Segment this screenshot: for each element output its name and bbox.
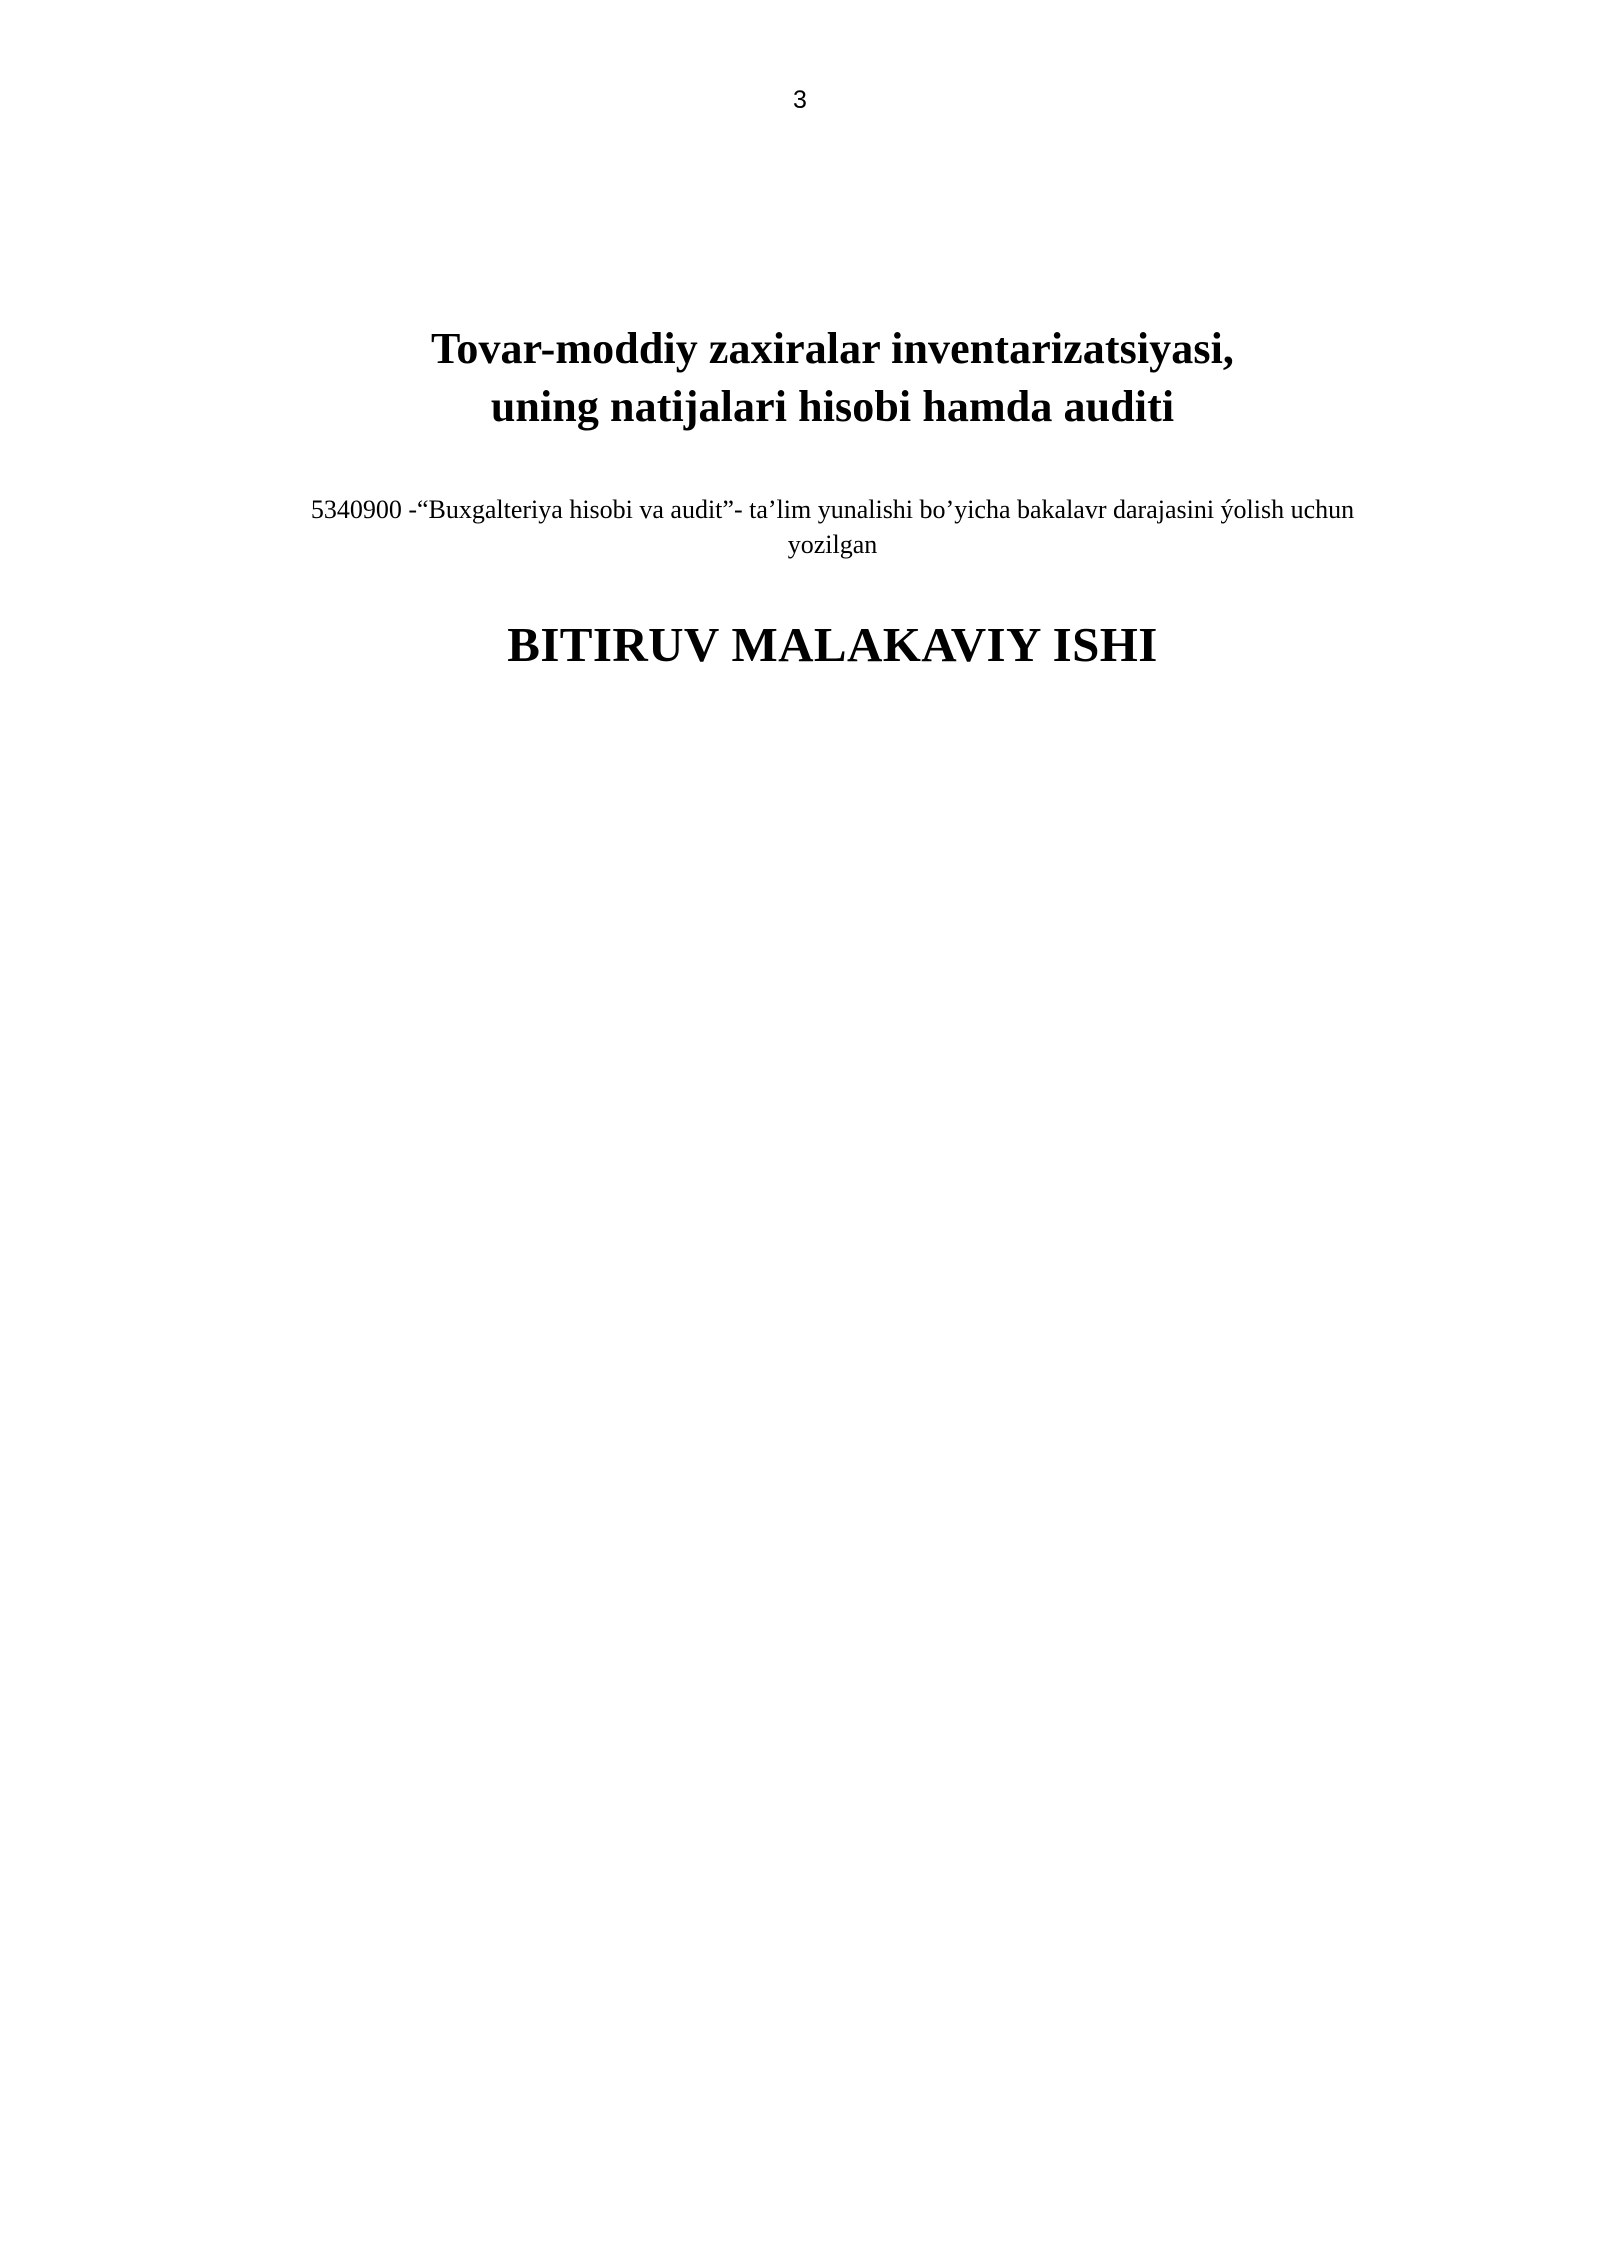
document-title xyxy=(235,320,1430,436)
title-block xyxy=(235,320,1430,676)
page-number: 3 xyxy=(793,86,807,114)
document-subtitle xyxy=(235,436,1430,562)
document-subtitle-line-2: yozilgan xyxy=(787,530,878,560)
document-title-line-1: Tovar-moddiy zaxiralar inventarizatsiyasi, xyxy=(430,324,1235,373)
document-title-line-2: uning natijalari hisobi hamda auditi xyxy=(490,382,1175,432)
document-subtitle-line-1: 5340900 -“Buxgalteriya hisobi va audit”- ta’lim yunalishi bo’yicha bakalavr darajasini ýolish uchun xyxy=(310,495,1355,525)
document-main-heading: BITIRUV MALAKAVIY ISHI xyxy=(507,617,1158,673)
